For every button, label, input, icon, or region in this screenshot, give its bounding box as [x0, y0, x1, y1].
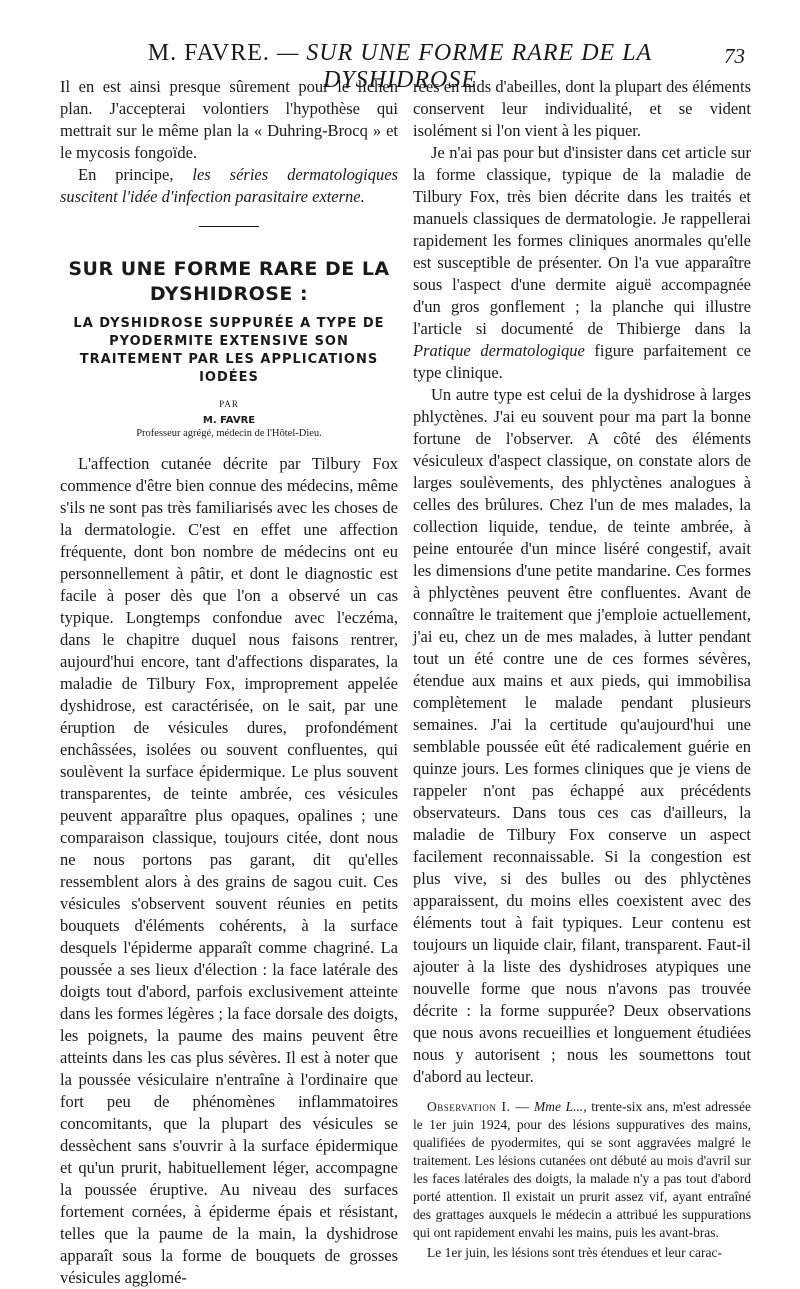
right-column	[413, 76, 751, 1262]
principle-paragraph	[60, 164, 398, 208]
body-paragraph: L'affection cutanée décrite par Tilbury Fox commence d'être bien connue des médecins, même s'ils ne sont pas très familiarisés avec les choses de la dermatologie. C'est en effet une affection fréquente, dont bon nombre de médecins ont eu personnellement à pâtir, et dont le diagnostic est facile à poser dès que l'on a observé un cas typique. Longtemps confondue avec l'eczéma, dans le chapitre duquel nous faisons rentrer, aujourd'hui encore, tant d'affections disparates, la maladie de Tilbury Fox, improprement appelée dyshidrose, est caractérisée, on le sait, par une éruption de vésicules dures, profondément enchâssées, isolées ou souvent confluentes, qui soulèvent la surface épidermique. Le plus souvent transparentes, de teinte ambrée, ces vésicules peuvent apparaître plus opaques, opalines ; une comparaison classique, toujours citée, dont nous ne nous portons pas garant, dit qu'elles ressemblent alors à des grains de sagou cuit. Ces vésicules s'observent souvent réunies en petits bouquets d'éléments cohérents, à la surface desquels l'épiderme apparaît comme chagriné. La poussée a ses lieux d'élection : la face latérale des doigts tout d'abord, parfois exclusivement atteinte dans les formes légères ; la face dorsale des doigts, les poignets, la paume des mains peuvent être atteints dans les cas plus sévères. Il est à noter que la poussée vésiculaire n'entraîne à l'ordinaire que fort peu de phénomènes inflammatoires concomitants, que la plupart des vésicules se dessèchent sans s'ouvrir à la surface épidermique et qu'un prurit, habituellement léger, accompagne la poussée éruptive. Au niveau des surfaces fortement cornées, à épiderme épais et résistant, telles que la paume de la main, la dyshidrose apparaît sous la forme de bouquets de grosses vésicules agglomé-	[60, 454, 398, 1287]
byline-author: M. FAVRE	[202, 415, 256, 426]
page-number: 73	[724, 44, 745, 68]
top-paragraph: Il en est ainsi presque sûrement pour le lichen plan. J'accepterai volontiers l'hypothèse qui mettrait sur le même plan la « Duhring-Brocq » et le mycosis fongoïde.	[60, 77, 398, 162]
observation-last-line: Le 1er juin, les lésions sont très étendues et leur carac-	[427, 1245, 723, 1260]
classic-form-paragraph	[413, 142, 751, 384]
running-author: M. FAVRE.	[147, 40, 270, 66]
para2-italic-title: Pratique dermatologique	[413, 341, 585, 360]
observation-patient: Mme L...,	[534, 1099, 587, 1114]
running-head	[0, 40, 800, 93]
running-topic: SUR UNE FORME RARE DE LA DYSHIDROSE	[306, 40, 653, 93]
para2-start: Je n'ai pas pour but d'insister dans cet article sur la forme classique, typique de la maladie de Tilbury Fox, très bien décrite dans les traités et manuels classiques de dermatologie. Je rappellerai rapidement les formes cliniques anormales qu'elle est susceptible de présenter. On l'a vue apparaître sous l'aspect d'une dermite aiguë accompagnée d'un gros gonflement ; la planche qui illustre l'article si documenté de Thibierge dans la	[413, 143, 751, 338]
observation-label: Observation I. —	[427, 1099, 530, 1114]
principle-italic: les séries dermatologiques suscitent l'idée d'infection parasitaire externe.	[60, 165, 398, 206]
section-divider	[199, 226, 259, 227]
continuation-paragraph: rées en nids d'abeilles, dont la plupart des éléments conservent leur individualité, et se vident isolément si l'on vient à les piquer.	[413, 77, 751, 140]
byline-par: PAR	[219, 399, 239, 409]
byline-affiliation: Professeur agrégé, médecin de l'Hôtel-Dieu.	[136, 428, 322, 439]
left-column	[60, 76, 398, 1289]
article-subtitle: LA DYSHIDROSE SUPPURÉE A TYPE DE PYODERMITE EXTENSIVE SON TRAITEMENT PAR LES APPLICATIONS IODÉES	[73, 316, 385, 385]
running-separator: —	[276, 40, 300, 66]
observation-text: trente-six ans, m'est adressée le 1er juin 1924, pour des lésions suppuratives des mains, qualifiées de pyodermites, qui se sont aggravées malgré le traitement. Les lésions cutanées ont débuté au mois d'avril sur les faces latérales des doigts, la malade n'y a pas tout d'abord porté attention. Il existait un prurit assez vif, ayant entraîné des grattages auxquels le médecin a attribué les suppurations qui ont rapidement envahi les mains, puis les avant-bras.	[413, 1099, 751, 1240]
phlyctenes-paragraph: Un autre type est celui de la dyshidrose à larges phlyctènes. J'ai eu souvent pour ma part la bonne fortune de l'observer. A côté des éléments vésiculeux d'aspect classique, on constate alors de larges soulèvements, des phlyctènes analogues à celles des brûlures. Chez l'un de mes malades, la collection liquide, tendue, de teinte ambrée, à peine entourée d'un mince liséré congestif, avait les dimensions d'une petite mandarine. Ces formes à phlyctènes peuvent être confluentes. Avant de connaître le traitement que j'emploie actuellement, j'ai eu, chez un de mes malades, à lutter pendant tout un été contre une de ces formes sévères, étendue aux mains et aux pieds, qui immobilisa complètement le malade pendant plusieurs semaines. J'ai la certitude qu'aujourd'hui une semblable poussée eût été radicalement guérie en quinze jours. Les formes cliniques que je viens de rappeler n'ont pas échappé aux précédents observateurs. Dans tous ces cas d'ailleurs, la maladie de Tilbury Fox conserve un aspect facilement reconnaissable. Si la congestion est plus vive, si des bulles ou des phlyctènes apparaissent, du moins elles coexistent avec des éléments tout à fait typiques. Leur contenu est toujours un liquide clair, filant, transparent. Faut-il ajouter à la liste des dyshidroses atypiques une nouvelle forme que nous n'avons pas trouvée décrite : la forme suppurée? Deux observations que nous avons recueillies et longuement étudiées nous y autorisent ; nous les soumettons tout d'abord au lecteur.	[413, 385, 751, 1086]
article-title: SUR UNE FORME RARE DE LA DYSHIDROSE :	[68, 258, 390, 305]
para2-end: figure parfaitement ce type clinique.	[413, 341, 752, 382]
principle-lead: En principe,	[78, 165, 174, 184]
observation-paragraph	[413, 1098, 751, 1242]
